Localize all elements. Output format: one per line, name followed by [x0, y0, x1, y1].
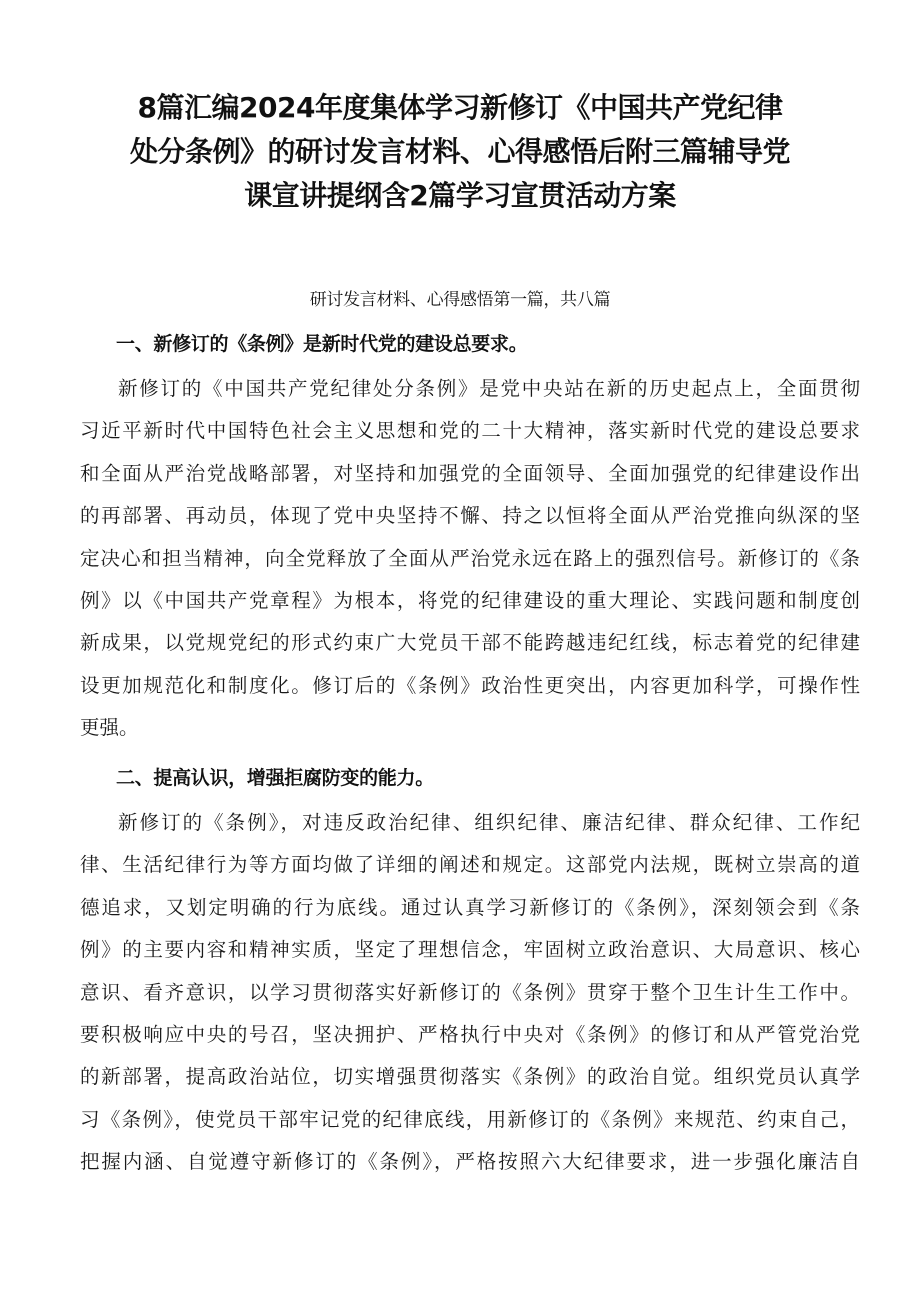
paragraph-line: 的新部署，提高政治站位，切实增强贯彻落实《条例》的政治自觉。组织党员认真学 — [80, 1065, 860, 1089]
paragraph-line: 新修订的《条例》，对违反政治纪律、组织纪律、廉洁纪律、群众纪律、工作纪 — [118, 811, 860, 834]
paragraph-line: 律、生活纪律行为等方面均做了详细的阐述和规定。这部党内法规，既树立崇高的道 — [80, 853, 860, 877]
paragraph-line: 把握内涵、自觉遵守新修订的《条例》，严格按照六大纪律要求，进一步强化廉洁自 — [80, 1150, 860, 1174]
paragraph-line: 例》的主要内容和精神实质，坚定了理想信念，牢固树立政治意识、大局意识、核心 — [80, 938, 860, 962]
paragraph-line: 新修订的《中国共产党纪律处分条例》是党中央站在新的历史起点上，全面贯彻 — [118, 377, 860, 400]
document-title — [60, 86, 860, 218]
paragraph-line: 和全面从严治党战略部署，对坚持和加强党的全面领导、全面加强党的纪律建设作出 — [80, 461, 860, 485]
paragraph-line: 更强。 — [80, 716, 139, 740]
paragraph-line: 习《条例》，使党员干部牢记党的纪律底线，用新修订的《条例》来规范、约束自己， — [80, 1107, 860, 1131]
paragraph-line: 习近平新时代中国特色社会主义思想和党的二十大精神，落实新时代党的建设总要求 — [80, 419, 860, 443]
section-heading-1: 一、新修订的《条例》是新时代党的建设总要求。 — [116, 333, 528, 355]
document-subtitle: 研讨发言材料、心得感悟第一篇，共八篇 — [309, 290, 611, 310]
paragraph-line: 要积极响应中央的号召，坚决拥护、严格执行中央对《条例》的修订和从严管党治党 — [80, 1022, 860, 1046]
paragraph-line: 设更加规范化和制度化。修订后的《条例》政治性更突出，内容更加科学，可操作性 — [80, 673, 860, 697]
title-line-3: 课宣讲提纲含2篇学习宣贯活动方案 — [244, 179, 676, 212]
section-heading-2: 二、提高认识，增强拒腐防变的能力。 — [116, 767, 434, 789]
title-line-1: 8篇汇编2024年度集体学习新修订《中国共产党纪律 — [137, 91, 783, 124]
paragraph-line: 例》以《中国共产党章程》为根本，将党的纪律建设的重大理论、实践问题和制度创 — [80, 588, 860, 612]
paragraph-line: 的再部署、再动员，体现了党中央坚持不懈、持之以恒将全面从严治党推向纵深的坚 — [80, 504, 860, 528]
paragraph-line: 新成果，以党规党纪的形式约束广大党员干部不能跨越违纪红线，标志着党的纪律建 — [80, 631, 860, 655]
paragraph-line: 德追求，又划定明确的行为底线。通过认真学习新修订的《条例》，深刻领会到《条 — [80, 895, 860, 919]
section-paragraph-2 — [80, 802, 860, 1184]
section-paragraph-1 — [80, 368, 860, 750]
title-line-2: 处分条例》的研讨发言材料、心得感悟后附三篇辅导党 — [129, 135, 790, 168]
paragraph-line: 意识、看齐意识，以学习贯彻落实好新修订的《条例》贯穿于整个卫生计生工作中。 — [80, 980, 860, 1004]
paragraph-line: 定决心和担当精神，向全党释放了全面从严治党永远在路上的强烈信号。新修订的《条 — [80, 546, 860, 570]
